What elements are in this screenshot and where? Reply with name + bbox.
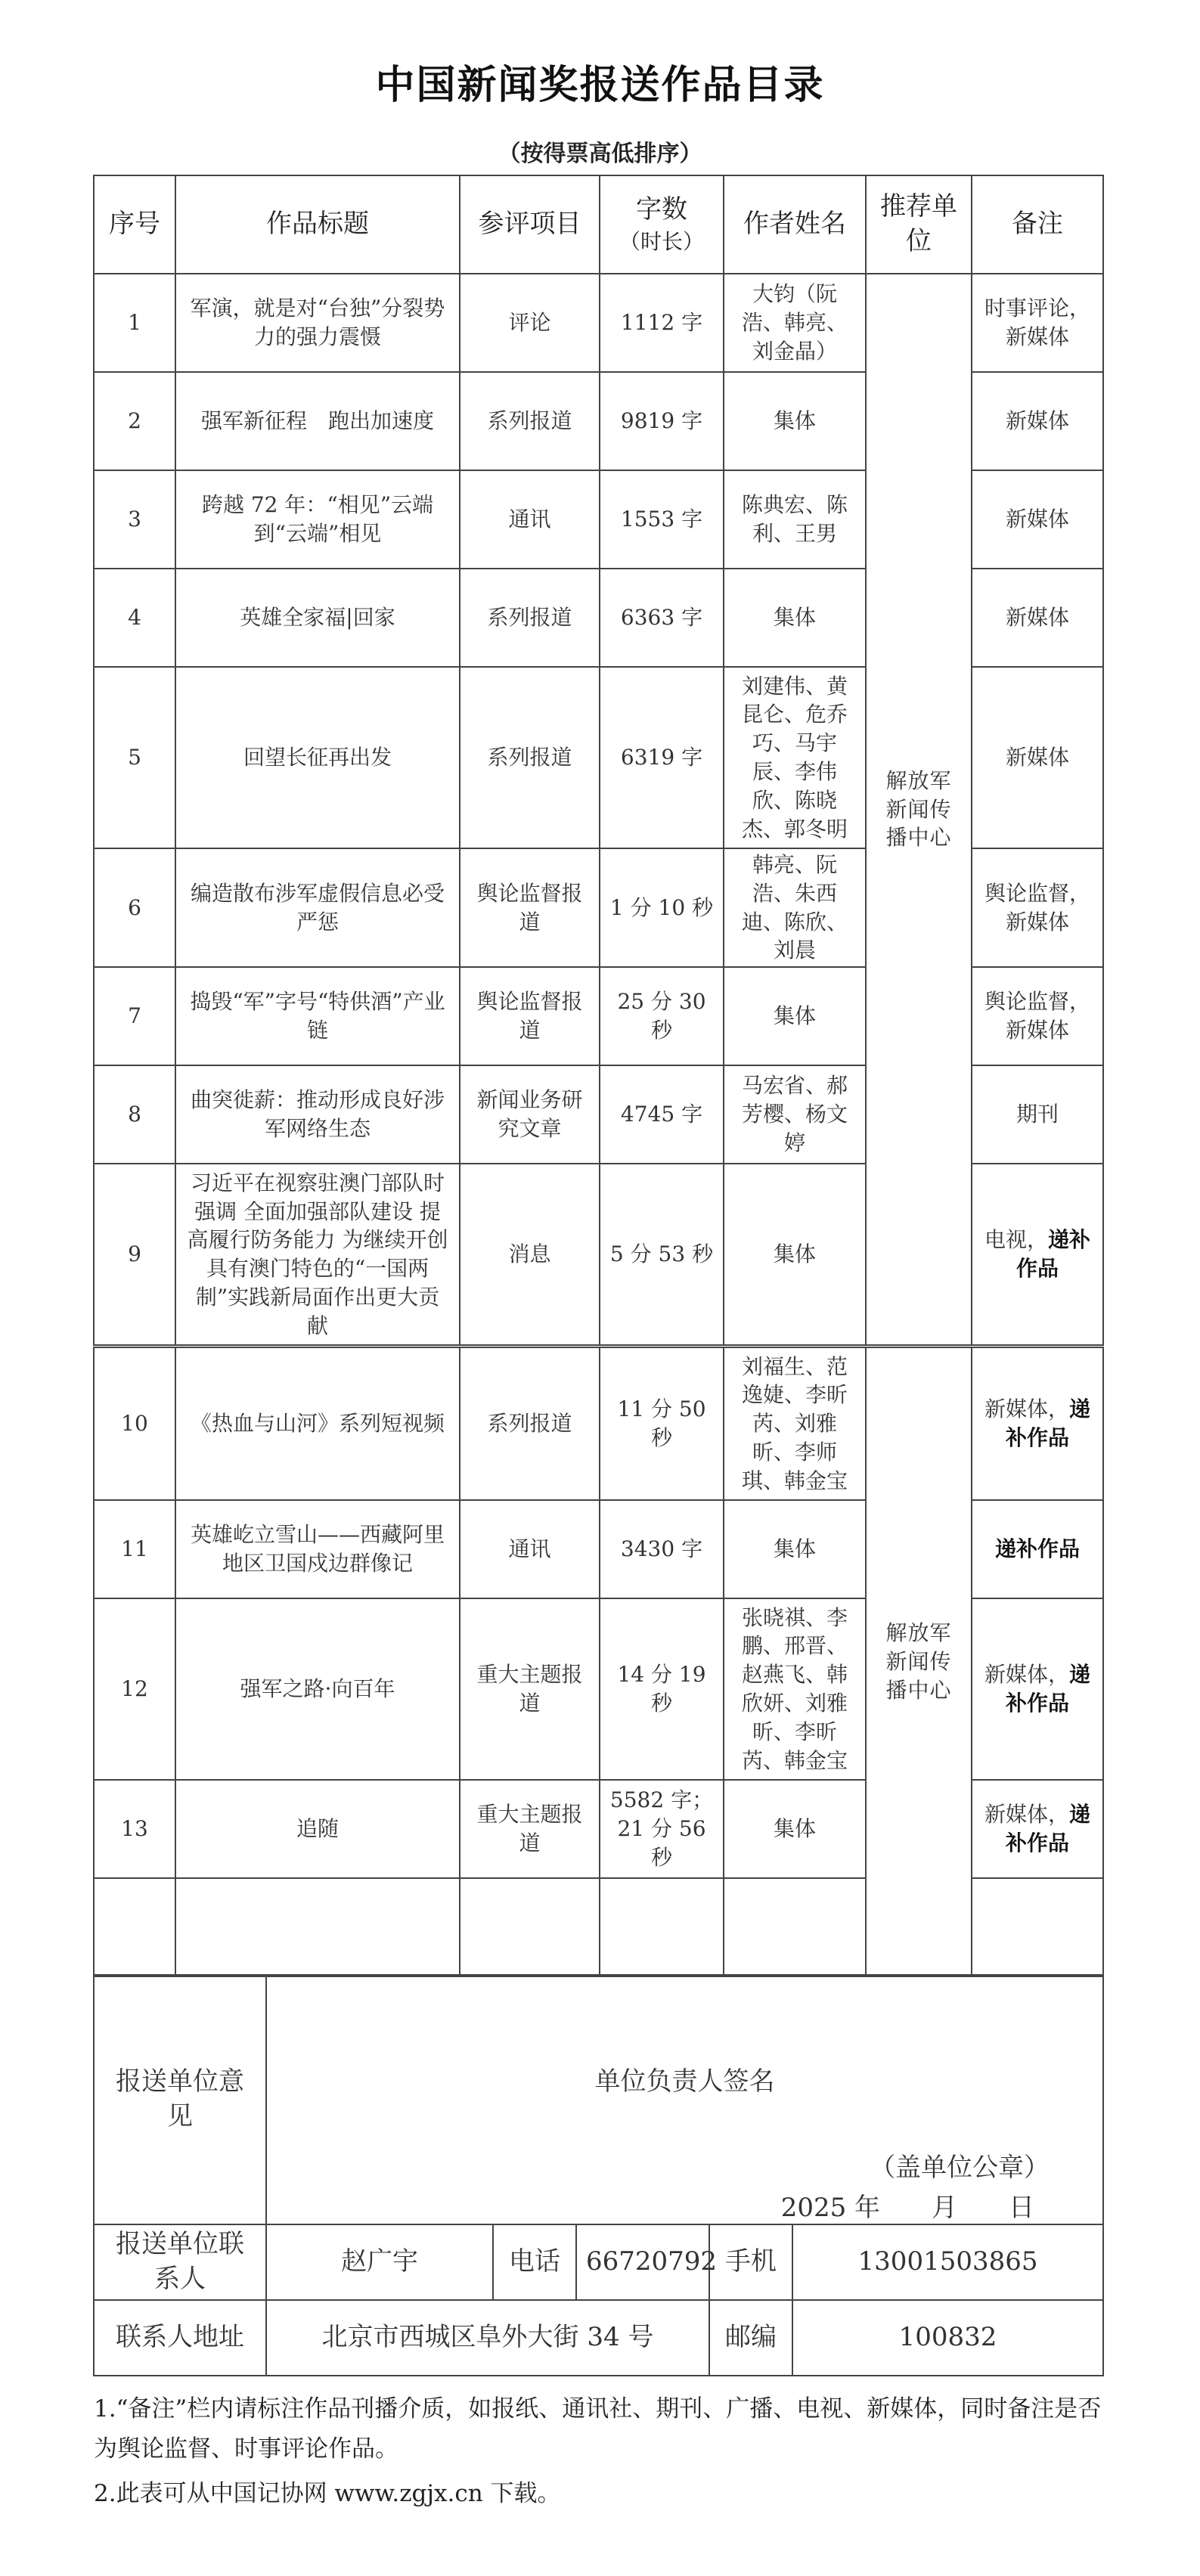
row-remarks [972,1164,1103,1345]
row-title: 军演，就是对“台独”分裂势力的强力震慑 [175,274,460,372]
mobile-value: 13001503865 [792,2224,1103,2300]
row-seq: 8 [94,1065,175,1164]
phone-label: 电话 [493,2224,576,2300]
row-seq: 5 [94,667,175,848]
page-title: 中国新闻奖报送作品目录 [375,63,825,108]
row-author: 陈典宏、陈利、王男 [724,470,866,569]
remarks-text: 新媒体 [1005,507,1069,532]
row-author: 集体 [724,967,866,1065]
row-length: 6363 字 [600,569,724,667]
opinion-row [94,1975,1103,2224]
row-title: 《热血与山河》系列短视频 [175,1347,460,1500]
postcode-label: 邮编 [709,2300,792,2376]
seal-label: （盖单位公章） [870,2153,1050,2183]
address-label: 联系人地址 [94,2300,266,2376]
header-length [600,175,724,274]
empty-cell [460,1878,600,1976]
row-title: 捣毁“军”字号“特供酒”产业链 [175,967,460,1065]
row-author: 集体 [724,569,866,667]
row-remarks [972,372,1103,470]
row-category: 新闻业务研究文章 [460,1065,600,1164]
opinion-label: 报送单位意见 [94,1975,266,2224]
header-author: 作者姓名 [724,175,866,274]
contact-label: 报送单位联系人 [94,2224,266,2300]
empty-cell [972,1878,1103,1976]
remarks-text: 时事评论，新媒体 [984,296,1090,349]
row-remarks [972,1500,1103,1598]
row-title: 回望长征再出发 [175,667,460,848]
row-author: 集体 [724,1164,866,1345]
row-length: 14 分 19 秒 [600,1598,724,1780]
header-length-line1: 字数 [636,194,687,225]
postcode-value: 100832 [792,2300,1103,2376]
row-length: 9819 字 [600,372,724,470]
remarks-text: 期刊 [1016,1102,1059,1127]
row-category: 通讯 [460,470,600,569]
row-category: 系列报道 [460,569,600,667]
row-category: 系列报道 [460,667,600,848]
recommender-cell: 解放军新闻传播中心 [866,1347,972,1976]
note-2: 2.此表可从中国记协网 www.zgjx.cn 下载。 [94,2480,561,2507]
recommender-cell: 解放军新闻传播中心 [866,274,972,1345]
table-header-row [94,175,1103,274]
row-length: 11 分 50 秒 [600,1347,724,1500]
row-author: 刘建伟、黄昆仑、危乔巧、马宇辰、李伟欣、陈晓杰、郭冬明 [724,667,866,848]
remarks-bold: 递补作品 [1005,1802,1091,1855]
row-title: 曲突徙薪：推动形成良好涉军网络生态 [175,1065,460,1164]
remarks-text: 舆论监督，新媒体 [984,880,1090,935]
remarks-bold: 递补作品 [1005,1396,1091,1450]
page-subtitle: （按得票高低排序） [498,141,702,167]
contact-row [94,2224,1103,2300]
table-row [94,274,1103,372]
row-author: 集体 [724,372,866,470]
remarks-text: 新媒体 [1005,408,1069,434]
row-seq: 4 [94,569,175,667]
header-work-title: 作品标题 [175,175,460,274]
row-author: 大钧（阮浩、韩亮、刘金晶） [724,274,866,372]
row-remarks [972,967,1103,1065]
row-category: 系列报道 [460,372,600,470]
row-title: 跨越 72 年：“相见”云端到“云端”相见 [175,470,460,569]
row-seq: 6 [94,848,175,967]
row-remarks [972,667,1103,848]
row-length: 6319 字 [600,667,724,848]
remarks-bold: 递补作品 [1016,1227,1091,1282]
row-category: 通讯 [460,1500,600,1598]
remarks-text: 舆论监督，新媒体 [984,989,1090,1043]
header-remarks: 备注 [972,175,1103,274]
row-category: 消息 [460,1164,600,1345]
row-seq: 11 [94,1500,175,1598]
empty-cell [175,1878,460,1976]
remarks-text: 电视， [984,1227,1048,1253]
row-author: 韩亮、阮浩、朱西迪、陈欣、刘晨 [724,848,866,967]
row-title: 英雄屹立雪山——西藏阿里地区卫国戍边群像记 [175,1500,460,1598]
remarks-text: 新媒体 [1005,605,1069,631]
remarks-text: 新媒体， [984,1396,1069,1422]
row-author: 集体 [724,1780,866,1878]
row-length: 5582 字；21 分 56 秒 [600,1780,724,1878]
row-category: 重大主题报道 [460,1598,600,1780]
table-row [94,1347,1103,1500]
row-category: 系列报道 [460,1347,600,1500]
row-title: 强军新征程 跑出加速度 [175,372,460,470]
remarks-bold: 递补作品 [994,1536,1080,1562]
row-seq: 2 [94,372,175,470]
row-length: 4745 字 [600,1065,724,1164]
row-author: 集体 [724,1500,866,1598]
row-seq: 1 [94,274,175,372]
remarks-text: 新媒体， [984,1662,1069,1688]
works-table-page1 [93,175,1104,1346]
header-length-line2: （时长） [619,229,704,255]
remarks-bold: 递补作品 [1005,1662,1091,1716]
row-remarks [972,274,1103,372]
row-category: 舆论监督报道 [460,848,600,967]
remarks-text: 新媒体 [1005,745,1069,770]
submission-info-table [93,1974,1104,2376]
date-text: 2025 年 月 日 [780,2193,1035,2223]
row-length: 5 分 53 秒 [600,1164,724,1345]
row-remarks [972,569,1103,667]
row-seq: 7 [94,967,175,1065]
row-remarks [972,1065,1103,1164]
empty-cell [94,1878,175,1976]
row-author: 张晓祺、李鹏、邢晋、赵燕飞、韩欣妍、刘雅昕、李昕芮、韩金宝 [724,1598,866,1780]
row-remarks [972,1347,1103,1500]
row-title: 编造散布涉军虚假信息必受严惩 [175,848,460,967]
mobile-label: 手机 [709,2224,792,2300]
row-length: 25 分 30 秒 [600,967,724,1065]
row-author: 马宏省、郝芳樱、杨文婷 [724,1065,866,1164]
row-remarks [972,1780,1103,1878]
empty-cell [600,1878,724,1976]
row-length: 1 分 10 秒 [600,848,724,967]
row-category: 舆论监督报道 [460,967,600,1065]
row-title: 强军之路·向百年 [175,1598,460,1780]
works-table-page2 [93,1347,1104,1977]
row-length: 1112 字 [600,274,724,372]
row-title: 追随 [175,1780,460,1878]
row-remarks [972,1598,1103,1780]
row-seq: 13 [94,1780,175,1878]
row-length: 3430 字 [600,1500,724,1598]
row-remarks [972,848,1103,967]
header-seq: 序号 [94,175,175,274]
remarks-text: 新媒体， [984,1802,1069,1827]
address-row [94,2300,1103,2376]
row-seq: 9 [94,1164,175,1345]
header-category: 参评项目 [460,175,600,274]
row-author: 刘福生、范逸婕、李昕芮、刘雅昕、李师琪、韩金宝 [724,1347,866,1500]
row-seq: 12 [94,1598,175,1780]
row-length: 1553 字 [600,470,724,569]
row-category: 评论 [460,274,600,372]
contact-name: 赵广宇 [266,2224,493,2300]
empty-cell [724,1878,866,1976]
row-seq: 10 [94,1347,175,1500]
note-1: 1.“备注”栏内请标注作品刊播介质，如报纸、通讯社、期刊、广播、电视、新媒体，同时备注是否为舆论监督、时事评论作品。 [94,2395,1102,2463]
address-value: 北京市西城区阜外大街 34 号 [266,2300,709,2376]
row-title: 英雄全家福|回家 [175,569,460,667]
row-title: 习近平在视察驻澳门部队时强调 全面加强部队建设 提高履行防务能力 为继续开创具有澳门特色的“一国两制”实践新局面作出更大贡献 [175,1164,460,1345]
opinion-area [266,1975,1103,2224]
row-remarks [972,470,1103,569]
row-category: 重大主题报道 [460,1780,600,1878]
phone-value: 66720792 [576,2224,709,2300]
signature-label: 单位负责人签名 [594,2066,775,2097]
row-seq: 3 [94,470,175,569]
header-recommender: 推荐单位 [866,175,972,274]
